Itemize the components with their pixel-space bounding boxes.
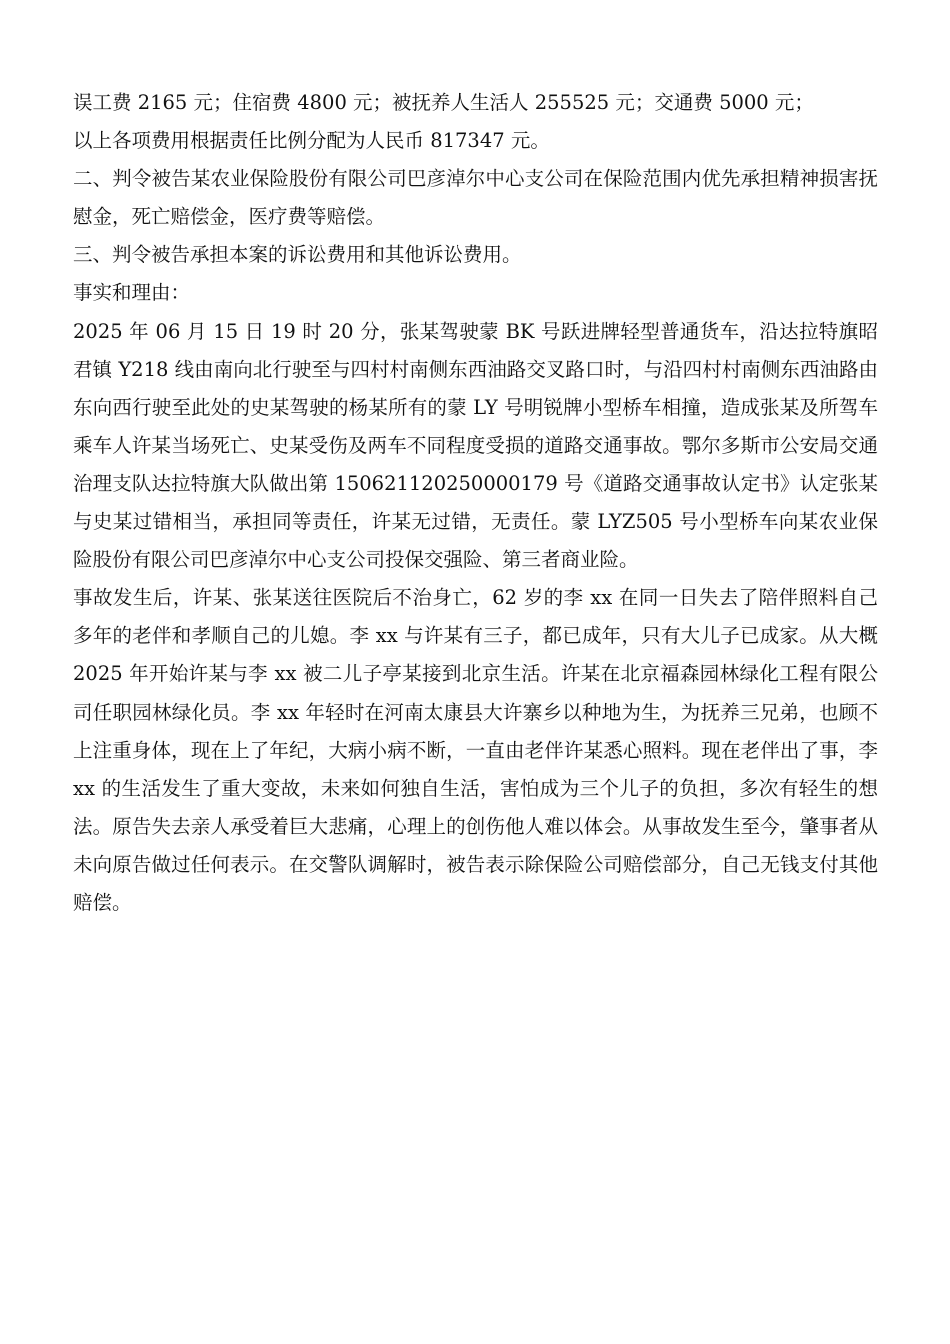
paragraph-expenses: 误工费 2165 元；住宿费 4800 元；被抚养人生活人 255525 元；交通费 5000 元； <box>73 91 814 114</box>
paragraph-claim-two: 二、判令被告某农业保险股份有限公司巴彦淖尔中心支公司在保险范围内优先承担精神损害抚慰金，死亡赔偿金，医疗费等赔偿。 <box>73 167 878 229</box>
paragraph-facts-heading: 事实和理由： <box>73 281 191 305</box>
paragraph-accident-facts: 2025 年 06 月 15 日 19 时 20 分，张某驾驶蒙 BK 号跃进牌轻型普通货车，沿达拉特旗昭君镇 Y218 线由南向北行驶至与四村村南侧东西油路交叉路口时，与沿四村村南侧东西油路由东向西行驶至此处的史某驾驶的杨某所有的蒙 LY 号明锐牌小型桥车相撞，造成张某及所驾车乘车人许某当场死亡、史某受伤及两车不同程度受损的道路交通事故。鄂尔多斯市公安局交通治理支队达拉特旗大队做出第 150621120250000179 号《道路交通事故认定书》认定张某与史某过错相当，承担同等责任，许某无过错，无责任。蒙 LYZ505 号小型桥车向某农业保险股份有限公司巴彦淖尔中心支公司投保交强险、第三者商业险。 <box>73 319 878 572</box>
paragraph-total: 以上各项费用根据责任比例分配为人民币 817347 元。 <box>73 129 550 153</box>
paragraph-aftermath: 事故发生后，许某、张某送往医院后不治身亡，62 岁的李 xx 在同一日失去了陪伴照料自己多年的老伴和孝顺自己的儿媳。李 xx 与许某有三子，都已成年，只有大儿子已成家。从大概 2025 年开始许某与李 xx 被二儿子亭某接到北京生活。许某在北京福森园林绿化工程有限公司任职园林绿化员。李 xx 年轻时在河南太康县大许寨乡以种地为生，为抚养三兄弟，也顾不上注重身体，现在上了年纪，大病小病不断，一直由老伴许某悉心照料。现在老伴出了事，李 xx 的生活发生了重大变故，未来如何独自生活，害怕成为三个儿子的负担，多次有轻生的想法。原告失去亲人承受着巨大悲痛，心理上的创伤他人难以体会。从事故发生至今，肇事者从未向原告做过任何表示。在交警队调解时，被告表示除保险公司赔偿部分，自己无钱支付其他赔偿。 <box>73 586 878 914</box>
document-body <box>73 84 878 922</box>
paragraph-claim-three: 三、判令被告承担本案的诉讼费用和其他诉讼费用。 <box>73 243 522 267</box>
